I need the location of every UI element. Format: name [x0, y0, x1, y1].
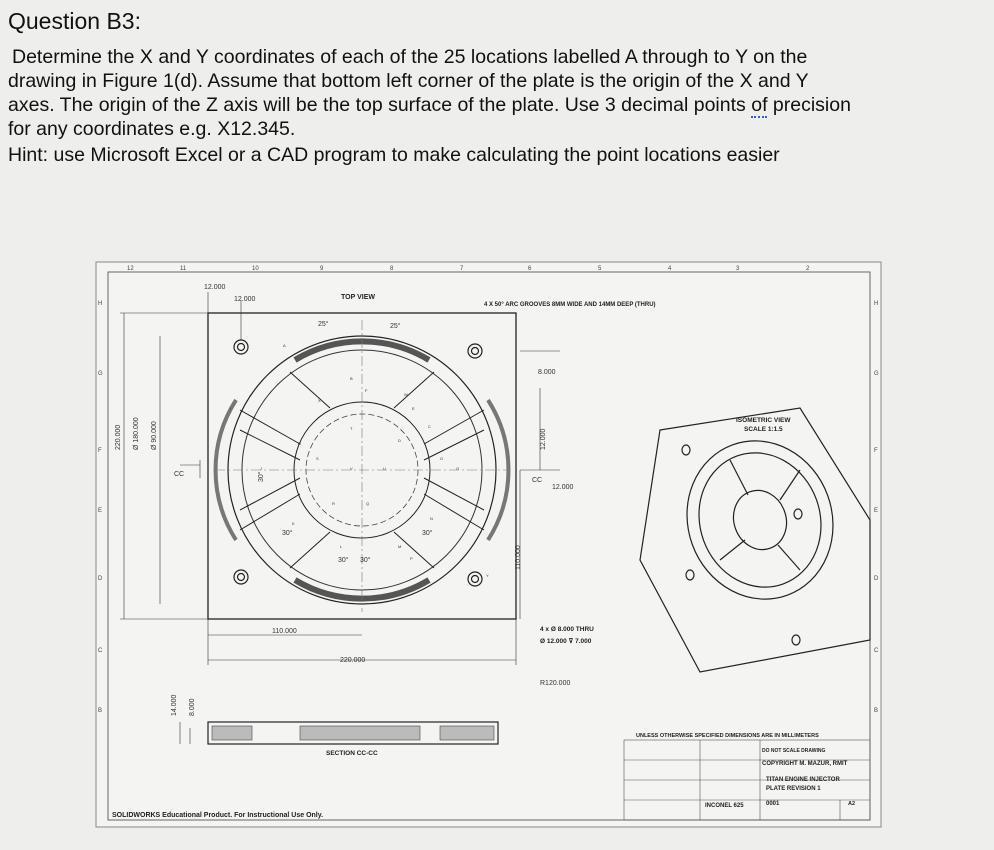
point-label: B — [350, 376, 353, 381]
point-label: T — [350, 426, 353, 431]
point-label: D — [398, 438, 401, 443]
dim-8: 8.000 — [538, 369, 556, 376]
dim-12-cc: 12.000 — [552, 484, 574, 491]
ang-30-d: 30° — [338, 557, 349, 564]
unless-note: UNLESS OTHERWISE SPECIFIED DIMENSIONS ARE IN MILLIMETERS — [636, 733, 819, 739]
ang-25-a: 25° — [318, 321, 329, 328]
row-letter: F — [874, 448, 878, 454]
row-letter: F — [98, 448, 102, 454]
point-label: Y — [486, 573, 489, 578]
column-number: 12 — [127, 266, 134, 272]
hole-note-1: 4 x Ø 8.000 THRU — [540, 626, 594, 633]
solidworks-footer: SOLIDWORKS Educational Product. For Instructional Use Only. — [112, 812, 324, 819]
groove-note: 4 X 50° ARC GROOVES 8MM WIDE AND 14MM DEEP (THRU) — [484, 302, 656, 308]
point-label: Q — [366, 501, 370, 506]
row-letter: G — [98, 371, 103, 377]
iso-title: ISOMETRIC VIEW — [736, 417, 791, 424]
point-label: X — [318, 398, 321, 403]
row-letter: C — [98, 648, 103, 654]
column-number: 3 — [736, 266, 740, 272]
row-letter: D — [874, 576, 879, 582]
dim-220-v: 220.000 — [115, 424, 122, 450]
dia-90: Ø 90.000 — [151, 421, 158, 450]
iso-scale: SCALE 1:1.5 — [744, 426, 783, 433]
row-letter: H — [98, 301, 103, 307]
copyright: COPYRIGHT M. MAZUR, RMIT — [762, 761, 848, 767]
dim-110-v: 110.000 — [515, 545, 522, 570]
row-letter: B — [98, 708, 103, 714]
dim-8-v: 8.000 — [189, 698, 196, 716]
question-line-3-tail: precision — [772, 94, 851, 116]
ang-30-b: 30° — [282, 530, 293, 537]
point-label: O — [456, 466, 460, 471]
point-label: A — [283, 343, 286, 348]
material: INCONEL 625 — [705, 803, 744, 809]
dim-14: 14.000 — [171, 694, 178, 716]
hole-note-2: Ø 12.000 ⊽ 7.000 — [540, 638, 592, 645]
dim-12-b: 12.000 — [234, 296, 256, 303]
question-line-1: Determine the X and Y coordinates of each of the 25 locations labelled A through to Y on the — [12, 46, 808, 68]
do-not-scale: DO NOT SCALE DRAWING — [762, 748, 826, 754]
point-label: R — [332, 501, 335, 506]
point-label: J — [260, 466, 262, 471]
section-label: SECTION CC-CC — [326, 750, 378, 757]
ang-30-c: 30° — [422, 530, 433, 537]
column-number: 2 — [806, 266, 810, 272]
column-number: 9 — [320, 266, 324, 272]
point-label: V — [350, 466, 353, 471]
ang-30-e: 30° — [360, 557, 371, 564]
question-title: Question B3: — [8, 8, 141, 34]
column-number: 5 — [598, 266, 602, 272]
spellcheck-word[interactable]: of — [751, 94, 768, 116]
point-label: H — [298, 441, 301, 446]
question-hint: Hint: use Microsoft Excel or a CAD program to make calculating the point locations easier — [8, 144, 780, 166]
ang-25-b: 25° — [390, 323, 401, 330]
row-letter: G — [874, 371, 879, 377]
row-letter: E — [874, 508, 879, 514]
sheet-no: 0001 — [766, 801, 780, 807]
point-label: N — [430, 516, 433, 521]
row-letter: H — [874, 301, 879, 307]
point-label: P — [410, 556, 413, 561]
question-line-4: for any coordinates e.g. X12.345. — [8, 118, 296, 140]
question-line-3-text: axes. The origin of the Z axis will be the top surface of the plate. Use 3 decimal points — [8, 94, 746, 116]
sheet-size: A2 — [848, 801, 856, 807]
part-title: TITAN ENGINE INJECTOR — [766, 777, 840, 783]
row-letter: B — [874, 708, 879, 714]
dia-180: Ø 180.000 — [133, 417, 140, 450]
column-number: 10 — [252, 266, 259, 272]
point-label: C — [428, 424, 431, 429]
cc-left: CC — [174, 471, 185, 478]
ang-30-a: 30° — [258, 471, 265, 482]
point-label: K — [292, 521, 295, 526]
row-letter: E — [98, 508, 103, 514]
point-label: W — [404, 392, 408, 397]
top-view-title: TOP VIEW — [341, 294, 375, 301]
point-label: G — [440, 456, 444, 461]
column-number: 11 — [180, 266, 187, 272]
column-number: 8 — [390, 266, 394, 272]
dim-110-h: 110.000 — [272, 628, 297, 635]
row-letter: D — [98, 576, 103, 582]
point-label: I — [230, 406, 232, 411]
part-title-2: PLATE REVISION 1 — [766, 786, 821, 792]
point-label: S — [316, 456, 319, 461]
column-number: 4 — [668, 266, 672, 272]
dim-12-v: 12.000 — [540, 428, 547, 450]
question-line-2: drawing in Figure 1(d). Assume that bottom left corner of the plate is the origin of the X and Y — [8, 70, 809, 92]
point-label: M — [398, 544, 402, 549]
point-label: F — [365, 388, 368, 393]
row-letter: C — [874, 648, 879, 654]
r-120: R120.000 — [540, 680, 571, 687]
point-label: U — [383, 466, 386, 471]
column-number: 6 — [528, 266, 532, 272]
dim-12-a: 12.000 — [204, 284, 226, 291]
point-label: L — [340, 544, 343, 549]
column-number: 7 — [460, 266, 464, 272]
dim-220-h: 220.000 — [340, 657, 366, 664]
drawing-sheet — [96, 262, 881, 827]
cc-right: CC — [532, 477, 543, 484]
point-label: E — [412, 406, 415, 411]
